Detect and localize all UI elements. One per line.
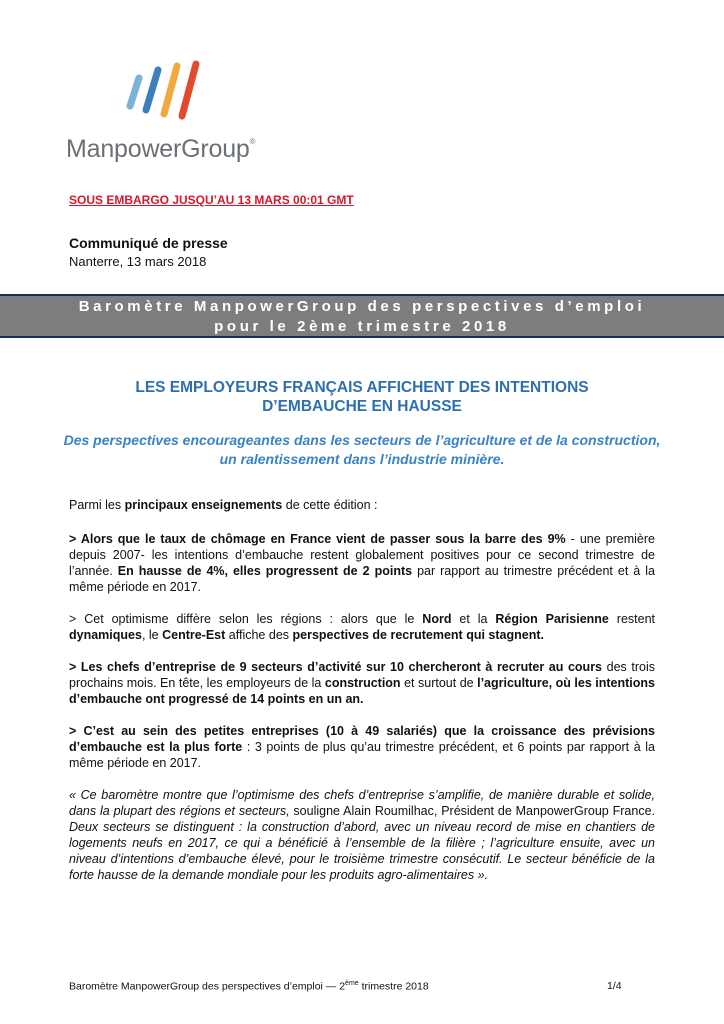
p3-d: et surtout de: [400, 676, 478, 690]
quote-b: souligne Alain Roumilhac, Président de ManpowerGroup France.: [289, 804, 655, 818]
embargo-notice: SOUS EMBARGO JUSQU’AU 13 MARS 00:01 GMT: [69, 193, 354, 207]
p2-c: et la: [451, 612, 496, 626]
intro-text-b: principaux enseignements: [124, 498, 283, 512]
p2-d: Région Parisienne: [495, 612, 609, 626]
p1-a: > Alors que le taux de chômage en France vient de passer sous la barre des 9%: [69, 532, 566, 546]
logo-stripe-1: [130, 78, 139, 106]
finding-paragraph-4: [69, 723, 655, 771]
registered-mark: ®: [249, 137, 256, 146]
headline-line-2: D’EMBAUCHE EN HAUSSE: [262, 398, 462, 415]
p2-h: Centre-Est: [162, 628, 226, 642]
subheadline: Des perspectives encourageantes dans les secteurs de l’agriculture et de la construction, un ralentissement dans l’industrie minière.: [63, 432, 661, 467]
banner-line-1: Baromètre ManpowerGroup des perspectives d’emploi: [78, 298, 646, 315]
logo-stripe-3: [164, 66, 177, 114]
p3-e: l’agriculture, où les intentions d’embauche ont progressé de 14 points en un an.: [69, 676, 655, 706]
page-footer: [69, 980, 429, 993]
p1-c: En hausse de 4%, elles progressent de 2 points: [117, 564, 413, 578]
p3-a: > Les chefs d’entreprise de 9 secteurs d’activité sur 10 chercheront à recruter au cours: [69, 660, 603, 674]
p1-b: - une première depuis 2007- les intentions d’embauche restent globalement positives pour ce second trimestre de l’année.: [69, 532, 656, 578]
p1-d: par rapport au trimestre précédent et à la même période en 2017.: [69, 564, 655, 594]
p2-i: affiche des: [225, 628, 293, 642]
page-number: 1/4: [607, 980, 622, 992]
p2-j: perspectives de recrutement qui stagnent.: [292, 628, 544, 642]
logo-stripe-2: [146, 70, 158, 110]
headline-line-1: LES EMPLOYEURS FRANÇAIS AFFICHENT DES INTENTIONS: [135, 379, 589, 396]
body-text: [69, 497, 655, 899]
intro-paragraph: [69, 497, 655, 513]
footer-text-b: trimestre 2018: [358, 980, 429, 993]
manpowergroup-logo: [66, 58, 266, 168]
p2-b: Nord: [422, 612, 452, 626]
finding-paragraph-1: [69, 531, 655, 595]
headline: [60, 378, 664, 416]
logo-mark-icon: [124, 58, 204, 124]
press-release-date: Nanterre, 13 mars 2018: [69, 254, 207, 269]
p2-f: dynamiques: [69, 628, 142, 642]
footer-text-a: Baromètre ManpowerGroup des perspectives d’emploi — 2: [69, 980, 346, 993]
p3-c: construction: [324, 676, 401, 690]
p4-a: > C’est au sein des petites entreprises (10 à 49 salariés) que la croissance des prévisions d’embauche est la plus forte: [69, 724, 655, 754]
logo-stripe-4: [182, 64, 196, 116]
quote-a: « Ce baromètre montre que l’optimisme des chefs d’entreprise s’amplifie, de manière durable et solide, dans la plupart des régions et secteurs,: [69, 788, 655, 818]
finding-paragraph-2: [69, 611, 655, 643]
banner-line-2: pour le 2ème trimestre 2018: [214, 318, 510, 335]
p2-e: restent: [608, 612, 656, 626]
p4-b: : 3 points de plus qu’au trimestre précédent, et 6 points par rapport à la même période en 2017.: [69, 740, 655, 770]
quote-c: Deux secteurs se distinguent : la construction d’abord, avec un niveau record de mise en chantiers de logements neufs en 2017, ce qui a bénéficié à l’ensemble de la filière ; l’agriculture ensuite, avec un niveau d’intentions d’embauche élevé, pour le troisième trimestre consécutif. Le secteur bénéficie de la forte hausse de la demande mondiale pour les produits agro-alimentaires ».: [69, 820, 655, 882]
intro-text-a: Parmi les: [69, 498, 125, 512]
press-release-title: Communiqué de presse: [69, 235, 228, 251]
logo-wordmark: ManpowerGroup®: [66, 135, 256, 163]
p2-a: > Cet optimisme diffère selon les régions : alors que le: [69, 612, 423, 626]
p2-g: , le: [141, 628, 163, 642]
intro-text-c: de cette édition :: [282, 498, 378, 512]
quote-paragraph: [69, 787, 655, 883]
footer-sup: ème: [345, 980, 359, 987]
p3-b: des trois prochains mois. En tête, les employeurs de la: [69, 660, 655, 690]
finding-paragraph-3: [69, 659, 655, 707]
title-banner: [0, 294, 724, 338]
